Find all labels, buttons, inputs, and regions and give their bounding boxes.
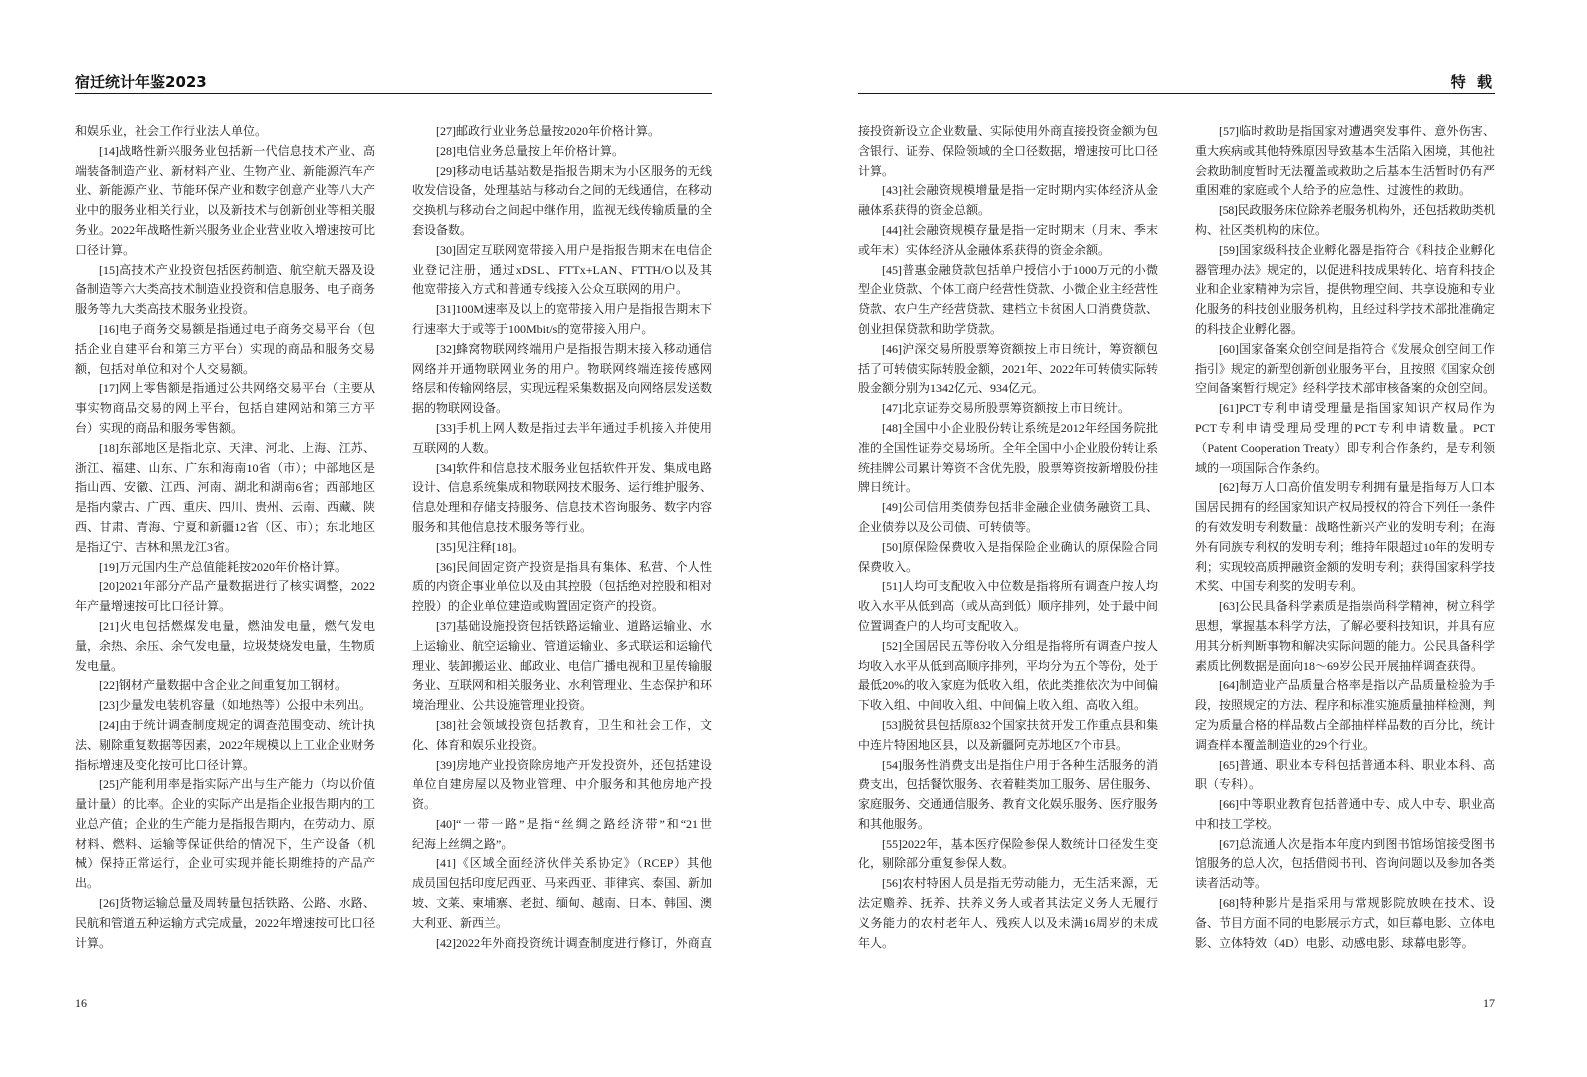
text-line: 质的内资企事业单位以及由其控股（包括绝对控股和相对 bbox=[412, 579, 712, 594]
note-paragraph bbox=[858, 874, 1158, 953]
text-line: 大利亚、新西兰。 bbox=[412, 915, 509, 930]
text-line: [67]总流通人次是指本年度内到图书馆场馆接受图书 bbox=[1219, 836, 1495, 851]
note-paragraph bbox=[858, 637, 1158, 716]
note-paragraph bbox=[858, 221, 1158, 261]
note-paragraph bbox=[75, 122, 375, 142]
text-line: [40]“一带一路”是指“丝绸之路经济带”和“21世 bbox=[436, 816, 712, 831]
text-line: 中和技工学校。 bbox=[1195, 816, 1280, 831]
note-paragraph bbox=[75, 696, 375, 716]
text-line: 保费收入。 bbox=[858, 559, 919, 574]
text-line: 空间备案暂行规定》经科学技术部审核备案的众创空间。 bbox=[1195, 381, 1495, 396]
text-line: 法定赡养、抚养、扶养义务人或者其法定义务人无履行 bbox=[858, 896, 1158, 911]
text-line: 他宽带接入方式和普通专线接入公众互联网的用户。 bbox=[412, 282, 689, 297]
text-line: 利；实现较高质押融资金额的发明专利；获得国家科学技 bbox=[1195, 559, 1495, 574]
text-line: [47]北京证券交易所股票筹资额按上市日统计。 bbox=[882, 401, 1130, 416]
text-line: 端装备制造产业、新材料产业、生物产业、新能源汽车产 bbox=[75, 163, 375, 178]
text-line: [22]钢材产量数据中含企业之间重复加工钢材。 bbox=[99, 678, 347, 693]
text-line: [50]原保险保费收入是指保险企业确认的原保险合同 bbox=[882, 539, 1158, 554]
text-line: 收入水平从低到高（或从高到低）顺序排列，处于最中间 bbox=[858, 599, 1158, 614]
note-paragraph bbox=[412, 419, 712, 459]
text-line: 思想，掌握基本科学方法，了解必要科技知识，并具有应 bbox=[1195, 618, 1495, 633]
yearbook-title: 宿迁统计年鉴2023 bbox=[75, 73, 207, 91]
text-line: 素质比例数据是面向18～69岁公民开展抽样调查获得。 bbox=[1195, 658, 1484, 673]
text-line: [19]万元国内生产总值能耗按2020年价格计算。 bbox=[99, 559, 347, 574]
text-line: 民航和管道五种运输方式完成量，2022年增速按可比口径 bbox=[75, 915, 375, 930]
text-line: [27]邮政行业业务总量按2020年价格计算。 bbox=[436, 124, 660, 138]
note-paragraph bbox=[75, 558, 375, 578]
text-line: 浙江、福建、山东、广东和海南10省（市）；中部地区是 bbox=[75, 460, 375, 475]
text-line: 备制造等六大类高技术制造业投资和信息服务、电子商务 bbox=[75, 282, 375, 297]
text-line: [51]人均可支配收入中位数是指将所有调查户按人均 bbox=[882, 579, 1158, 594]
text-line: [55]2022年，基本医疗保险参保人数统计口径发生变 bbox=[882, 836, 1158, 851]
note-paragraph bbox=[858, 122, 1158, 181]
text-line: 指引》规定的新型创新创业服务平台，且按照《国家众创 bbox=[1195, 361, 1495, 376]
text-line: 资。 bbox=[412, 797, 437, 812]
text-line: 互联网的人数。 bbox=[412, 440, 497, 455]
text-line: 境治理业、公共设施管理业投资。 bbox=[412, 698, 593, 713]
text-line: 家庭服务、交通通信服务、教育文化娱乐服务、医疗服务 bbox=[858, 797, 1158, 812]
text-line: 额，包括对单位和对个人交易额。 bbox=[75, 361, 256, 376]
text-line: 单位自建房屋以及物业管理、中介服务和其他房地产投 bbox=[412, 777, 712, 792]
note-paragraph bbox=[412, 459, 712, 538]
text-line: 和其他服务。 bbox=[858, 816, 931, 831]
text-line: 纪海上丝绸之路”。 bbox=[412, 836, 514, 851]
text-line: 化服务的科技创业服务机构，且经过科学技术部批准确定 bbox=[1195, 302, 1495, 317]
text-line: 用其分析判断事物和解决实际问题的能力。公民具备科学 bbox=[1195, 638, 1495, 653]
text-line: 套设备数。 bbox=[412, 222, 473, 237]
text-line: 括企业自建平台和第三方平台）实现的商品和服务交易 bbox=[75, 341, 375, 356]
text-line: [34]软件和信息技术服务业包括软件开发、集成电路 bbox=[436, 460, 712, 475]
text-line: 据的物联网设备。 bbox=[412, 401, 509, 416]
note-paragraph bbox=[412, 340, 712, 419]
note-paragraph bbox=[75, 716, 375, 775]
text-line: [26]货物运输总量及周转量包括铁路、公路、水路、 bbox=[99, 896, 375, 911]
text-line: 材料、燃料、运输等保证供给的情况下，生产设备（机 bbox=[75, 836, 375, 851]
text-line: [32]蜂窝物联网终端用户是指报告期末接入移动通信 bbox=[436, 341, 712, 356]
text-line: 馆服务的总人次，包括借阅书刊、咨询问题以及参加各类 bbox=[1195, 856, 1495, 871]
text-line: [46]沪深交易所股票筹资额按上市日统计，筹资额包 bbox=[882, 341, 1158, 356]
note-paragraph bbox=[858, 716, 1158, 756]
note-paragraph bbox=[75, 676, 375, 696]
note-paragraph bbox=[75, 439, 375, 558]
text-line: [45]普惠金融贷款包括单户授信小于1000万元的小微 bbox=[882, 262, 1158, 277]
text-line: 业登记注册，通过xDSL、FTTx+LAN、FTTH/O以及其 bbox=[412, 262, 712, 277]
text-line: 中连片特困地区县，以及新疆阿克苏地区7个市县。 bbox=[858, 737, 1129, 752]
text-line: 西、甘肃、青海、宁夏和新疆12省（区、市）；东北地区 bbox=[75, 519, 375, 534]
page-number-left: 16 bbox=[75, 996, 87, 1010]
note-paragraph bbox=[858, 181, 1158, 221]
text-line: [37]基础设施投资包括铁路运输业、道路运输业、水 bbox=[436, 618, 712, 633]
note-paragraph bbox=[75, 617, 375, 676]
text-line: 械）保持正常运行，企业可实现并能长期维持的产品产 bbox=[75, 856, 375, 871]
note-paragraph bbox=[858, 498, 1158, 538]
text-line: 指山西、安徽、江西、河南、湖北和湖南6省；西部地区 bbox=[75, 480, 375, 495]
text-line: 是指内蒙古、广西、重庆、四川、贵州、云南、西藏、陕 bbox=[75, 500, 375, 515]
text-line: 务业。2022年战略性新兴服务业企业营业收入增速按可比 bbox=[75, 222, 375, 237]
text-line: [28]电信业务总量按上年价格计算。 bbox=[436, 143, 624, 158]
text-line: [42]2022年外商投资统计调查制度进行修订，外商直 bbox=[436, 935, 712, 950]
text-line: 的科技企业孵化器。 bbox=[1195, 321, 1304, 336]
text-line: 准的全国性证券交易场所。全年全国中小企业股份转让系 bbox=[858, 440, 1158, 455]
note-paragraph bbox=[1195, 399, 1495, 478]
text-column bbox=[858, 122, 1158, 953]
text-line: 化、体育和娱乐业投资。 bbox=[412, 737, 545, 752]
note-paragraph bbox=[75, 894, 375, 953]
text-line: 重大疾病或其他特殊原因导致基本生活陷入困境，其他社 bbox=[1195, 143, 1495, 158]
text-line: 贷款、农户生产经营贷款、建档立卡贫困人口消费贷款、 bbox=[858, 302, 1158, 317]
note-paragraph bbox=[1195, 478, 1495, 597]
text-line: [43]社会融资规模增量是指一定时期内实体经济从金 bbox=[882, 183, 1158, 198]
text-line: 上运输业、航空运输业、管道运输业、多式联运和运输代 bbox=[412, 638, 712, 653]
note-paragraph bbox=[412, 617, 712, 716]
note-paragraph bbox=[412, 142, 712, 162]
section-title: 特 载 bbox=[1450, 73, 1495, 91]
text-line: [53]脱贫县包括原832个国家扶贫开发工作重点县和集 bbox=[882, 717, 1158, 732]
text-line: [48]全国中小企业股份转让系统是2012年经国务院批 bbox=[882, 420, 1158, 435]
note-paragraph bbox=[1195, 340, 1495, 399]
page-number-right: 17 bbox=[1483, 996, 1495, 1010]
note-paragraph bbox=[858, 538, 1158, 578]
text-line: [57]临时救助是指国家对遭遇突发事件、意外伤害、 bbox=[1219, 124, 1495, 138]
text-line: 业总产值；企业的生产能力是指报告期内，在劳动力、原 bbox=[75, 816, 375, 831]
text-line: [54]服务性消费支出是指住户用于各种生活服务的消 bbox=[882, 757, 1158, 772]
text-line: [16]电子商务交易额是指通过电子商务交易平台（包 bbox=[99, 321, 375, 336]
text-line: 服务等九大类高技术服务业投资。 bbox=[75, 302, 256, 317]
text-line: 业和企业家精神为宗旨，提供物理空间、共享设施和专业 bbox=[1195, 282, 1495, 297]
note-paragraph bbox=[858, 835, 1158, 875]
text-line: 信息处理和存储支持服务、信息技术咨询服务、数字内容 bbox=[412, 500, 712, 515]
note-paragraph bbox=[1195, 122, 1495, 201]
text-line: 下收入组、中间收入组、中间偏上收入组、高收入组。 bbox=[858, 698, 1147, 713]
note-paragraph bbox=[412, 538, 712, 558]
text-line: [25]产能利用率是指实际产出与生产能力（均以价值 bbox=[99, 777, 375, 792]
text-line: 含银行、证券、保险领域的全口径数据，增速按可比口径 bbox=[858, 143, 1158, 158]
note-paragraph bbox=[858, 756, 1158, 835]
text-line: [33]手机上网人数是指过去半年通过手机接入并使用 bbox=[436, 420, 712, 435]
note-paragraph bbox=[1195, 597, 1495, 676]
note-paragraph bbox=[412, 815, 712, 855]
text-line: [52]全国居民五等份收入分组是指将所有调查户按人 bbox=[882, 638, 1158, 653]
note-paragraph bbox=[412, 558, 712, 617]
note-paragraph bbox=[412, 122, 712, 142]
text-line: 业、新能源产业、节能环保产业和数字创意产业等八大产 bbox=[75, 183, 375, 198]
text-line: 的有效发明专利数量：战略性新兴产业的发明专利；在海 bbox=[1195, 519, 1495, 534]
text-line: 年产量增速按可比口径计算。 bbox=[75, 599, 232, 614]
text-line: PCT专利申请受理局受理的PCT专利申请数量。PCT bbox=[1195, 420, 1495, 435]
text-line: [15]高技术产业投资包括医药制造、航空航天器及设 bbox=[99, 262, 375, 277]
header-rule-right bbox=[858, 93, 1495, 94]
text-line: [23]少量发电装机容量（如地热等）公报中未列出。 bbox=[99, 698, 371, 713]
note-paragraph bbox=[75, 261, 375, 320]
note-paragraph bbox=[858, 419, 1158, 498]
note-paragraph bbox=[1195, 835, 1495, 894]
text-line: [21]火电包括燃煤发电量，燃油发电量，燃气发电 bbox=[99, 618, 375, 633]
text-line: 位置调查户的人均可支配收入。 bbox=[858, 618, 1027, 633]
note-paragraph bbox=[1195, 795, 1495, 835]
text-line: 义务能力的农村老年人、残疾人以及未满16周岁的未成 bbox=[858, 915, 1158, 930]
text-line: 设计、信息系统集成和物联网技术服务、运行维护服务、 bbox=[412, 480, 712, 495]
note-paragraph bbox=[1195, 241, 1495, 340]
text-line: 牌日统计。 bbox=[858, 480, 919, 495]
text-line: [44]社会融资规模存量是指一定时期末（月末、季末 bbox=[882, 222, 1158, 237]
text-line: [49]公司信用类债券包括非金融企业债务融资工具、 bbox=[882, 500, 1158, 515]
text-line: （Patent Cooperation Treaty）即专利合作条约，是专利领 bbox=[1195, 440, 1495, 455]
text-line: 创业担保贷款和助学贷款。 bbox=[858, 321, 1003, 336]
text-line: 网络并开通物联网业务的用户。物联网终端连接传感网 bbox=[412, 361, 712, 376]
text-line: [29]移动电话基站数是指报告期末为小区服务的无线 bbox=[436, 163, 712, 178]
text-line: [41]《区域全面经济伙伴关系协定》（RCEP）其他 bbox=[436, 856, 712, 871]
text-line: 接投资新设立企业数量、实际使用外商直接投资金额为包 bbox=[858, 124, 1158, 138]
text-line: 量计量）的比率。企业的实际产出是指企业报告期内的工 bbox=[75, 797, 375, 812]
text-line: [60]国家备案众创空间是指符合《发展众创空间工作 bbox=[1219, 341, 1495, 356]
note-paragraph bbox=[75, 577, 375, 617]
text-line: [58]民政服务床位除养老服务机构外，还包括救助类机 bbox=[1219, 203, 1495, 218]
text-line: [59]国家级科技企业孵化器是指符合《科技企业孵化 bbox=[1219, 242, 1495, 257]
text-line: [38]社会领域投资包括教育，卫生和社会工作，文 bbox=[436, 717, 712, 732]
text-line: 计算。 bbox=[75, 935, 112, 950]
note-paragraph bbox=[1195, 894, 1495, 953]
text-line: [20]2021年部分产品产量数据进行了核实调整，2022 bbox=[99, 579, 375, 594]
text-line: 职（专科）。 bbox=[1195, 777, 1262, 792]
text-line: 和娱乐业，社会工作行业法人单位。 bbox=[75, 124, 268, 138]
note-paragraph bbox=[858, 399, 1158, 419]
text-line: 口径计算。 bbox=[75, 242, 136, 257]
text-line: [63]公民具备科学素质是指崇尚科学精神，树立科学 bbox=[1219, 599, 1495, 614]
note-paragraph bbox=[75, 379, 375, 438]
text-line: 外有同族专利权的发明专利；维持年限超过10年的发明专 bbox=[1195, 539, 1495, 554]
text-line: 定为质量合格的样品数占全部抽样样品数的百分比，统计 bbox=[1195, 717, 1495, 732]
text-line: 台）实现的商品和服务零售额。 bbox=[75, 420, 244, 435]
text-line: [24]由于统计调查制度规定的调查范围变动、统计执 bbox=[99, 717, 375, 732]
text-line: 国居民拥有的经国家知识产权局授权的符合下列任一条件 bbox=[1195, 500, 1495, 515]
text-line: 是指辽宁、吉林和黑龙江3省。 bbox=[75, 539, 238, 554]
text-line: [65]普通、职业本专科包括普通本科、职业本科、高 bbox=[1219, 757, 1495, 772]
note-paragraph bbox=[75, 320, 375, 379]
text-line: 术奖、中国专利奖的发明专利。 bbox=[1195, 579, 1364, 594]
text-line: 构、社区类机构的床位。 bbox=[1195, 222, 1328, 237]
text-line: 事实物商品交易的网上平台，包括自建网站和第三方平 bbox=[75, 401, 375, 416]
note-paragraph bbox=[858, 577, 1158, 636]
text-line: 读者活动等。 bbox=[1195, 876, 1268, 891]
text-line: [35]见注释[18]。 bbox=[436, 539, 524, 554]
text-line: 化，剔除部分重复参保人数。 bbox=[858, 856, 1015, 871]
note-paragraph bbox=[412, 716, 712, 756]
text-line: 络层和传输网络层，实现远程采集数据及向网络层发送数 bbox=[412, 381, 712, 396]
text-line: [14]战略性新兴服务业包括新一代信息技术产业、高 bbox=[99, 143, 375, 158]
text-line: 域的一项国际合作条约。 bbox=[1195, 460, 1328, 475]
text-line: 收发信设备，处理基站与移动台之间的无线通信，在移动 bbox=[412, 183, 712, 198]
note-paragraph bbox=[412, 162, 712, 241]
text-line: 重困难的家庭或个人给予的应急性、过渡性的救助。 bbox=[1195, 183, 1472, 198]
text-line: [64]制造业产品质量合格率是指以产品质量检验为手 bbox=[1219, 678, 1495, 693]
note-paragraph bbox=[412, 300, 712, 340]
text-line: [18]东部地区是指北京、天津、河北、上海、江苏、 bbox=[99, 440, 375, 455]
text-line: 出。 bbox=[75, 876, 100, 891]
note-paragraph bbox=[1195, 756, 1495, 796]
text-line: [39]房地产业投资除房地产开发投资外，还包括建设 bbox=[436, 757, 712, 772]
note-paragraph bbox=[858, 340, 1158, 399]
note-paragraph bbox=[412, 934, 712, 954]
text-line: [62]每万人口高价值发明专利拥有量是指每万人口本 bbox=[1219, 480, 1495, 495]
text-line: 最低20%的收入家庭为低收入组，依此类推依次为中间偏 bbox=[858, 678, 1158, 693]
note-paragraph bbox=[858, 261, 1158, 340]
note-paragraph bbox=[75, 775, 375, 894]
text-line: 段，按照规定的方法、程序和标准实施质量抽样检测，判 bbox=[1195, 698, 1495, 713]
note-paragraph bbox=[75, 142, 375, 261]
text-line: 融体系获得的资金总额。 bbox=[858, 203, 991, 218]
text-line: 年人。 bbox=[858, 935, 895, 950]
text-line: 计算。 bbox=[858, 163, 895, 178]
text-line: [36]民间固定资产投资是指具有集体、私营、个人性 bbox=[436, 559, 712, 574]
text-line: 股金额分别为1342亿元、934亿元。 bbox=[858, 381, 1045, 396]
text-line: 务业、互联网和相关服务业、水利管理业、生态保护和环 bbox=[412, 678, 712, 693]
text-line: 括了可转债实际转股金额，2021年、2022年可转债实际转 bbox=[858, 361, 1158, 376]
text-line: [31]100M速率及以上的宽带接入用户是指报告期末下 bbox=[436, 302, 712, 317]
text-line: 器管理办法》规定的，以促进科技成果转化、培育科技企 bbox=[1195, 262, 1495, 277]
text-line: [68]特种影片是指采用与常规影院放映在技术、设 bbox=[1219, 896, 1495, 911]
text-line: 业中的服务业相关行业，以及新技术与创新创业等相关服 bbox=[75, 203, 375, 218]
text-line: 均收入水平从低到高顺序排列，平均分为五个等份，处于 bbox=[858, 658, 1158, 673]
text-line: 控股）的企业单位建造或购置固定资产的投资。 bbox=[412, 599, 665, 614]
text-line: 调查样本覆盖制造业的29个行业。 bbox=[1195, 737, 1376, 752]
text-line: 指标增速及变化按可比口径计算。 bbox=[75, 757, 256, 772]
note-paragraph bbox=[412, 241, 712, 300]
text-line: 费支出，包括餐饮服务、衣着鞋类加工服务、居住服务、 bbox=[858, 777, 1158, 792]
text-line: 企业债券以及公司债、可转债等。 bbox=[858, 519, 1039, 534]
note-paragraph bbox=[412, 854, 712, 933]
header-rule-left bbox=[75, 93, 712, 94]
text-line: [30]固定互联网宽带接入用户是指报告期末在电信企 bbox=[436, 242, 712, 257]
text-column bbox=[1195, 122, 1495, 953]
text-line: [17]网上零售额是指通过公共网络交易平台（主要从 bbox=[99, 381, 375, 396]
text-column bbox=[75, 122, 375, 953]
text-line: 备、节目方面不同的电影展示方式，如巨幕电影、立体电 bbox=[1195, 915, 1495, 930]
text-line: [56]农村特困人员是指无劳动能力，无生活来源，无 bbox=[882, 876, 1158, 891]
text-line: 量，余热、余压、余气发电量，垃圾焚烧发电量，生物质 bbox=[75, 638, 375, 653]
text-line: 成员国包括印度尼西亚、马来西亚、菲律宾、泰国、新加 bbox=[412, 876, 712, 891]
text-line: 坡、文莱、柬埔寨、老挝、缅甸、越南、日本、韩国、澳 bbox=[412, 896, 712, 911]
text-line: 发电量。 bbox=[75, 658, 124, 673]
note-paragraph bbox=[1195, 676, 1495, 755]
text-line: 交换机与移动台之间起中继作用，监视无线传输质量的全 bbox=[412, 203, 712, 218]
text-line: 影、立体特效（4D）电影、动感电影、球幕电影等。 bbox=[1195, 935, 1474, 950]
text-line: 会救助制度暂时无法覆盖或救助之后基本生活暂时仍有严 bbox=[1195, 163, 1495, 178]
text-line: 型企业贷款、个体工商户经营性贷款、小微企业主经营性 bbox=[858, 282, 1158, 297]
text-line: 法、剔除重复数据等因素，2022年规模以上工业企业财务 bbox=[75, 737, 375, 752]
text-line: [66]中等职业教育包括普通中专、成人中专、职业高 bbox=[1219, 797, 1495, 812]
text-line: 统挂牌公司累计筹资不含优先股，股票筹资按新增股份挂 bbox=[858, 460, 1158, 475]
text-line: [61]PCT专利申请受理量是指国家知识产权局作为 bbox=[1219, 401, 1495, 416]
note-paragraph bbox=[1195, 201, 1495, 241]
text-line: 理业、装卸搬运业、邮政业、电信广播电视和卫星传输服 bbox=[412, 658, 712, 673]
text-column bbox=[412, 122, 712, 953]
text-line: 或年末）实体经济从金融体系获得的资金余额。 bbox=[858, 242, 1111, 257]
text-line: 服务和其他信息技术服务等行业。 bbox=[412, 519, 593, 534]
text-line: 行速率大于或等于100Mbit/s的宽带接入用户。 bbox=[412, 321, 654, 336]
note-paragraph bbox=[412, 756, 712, 815]
